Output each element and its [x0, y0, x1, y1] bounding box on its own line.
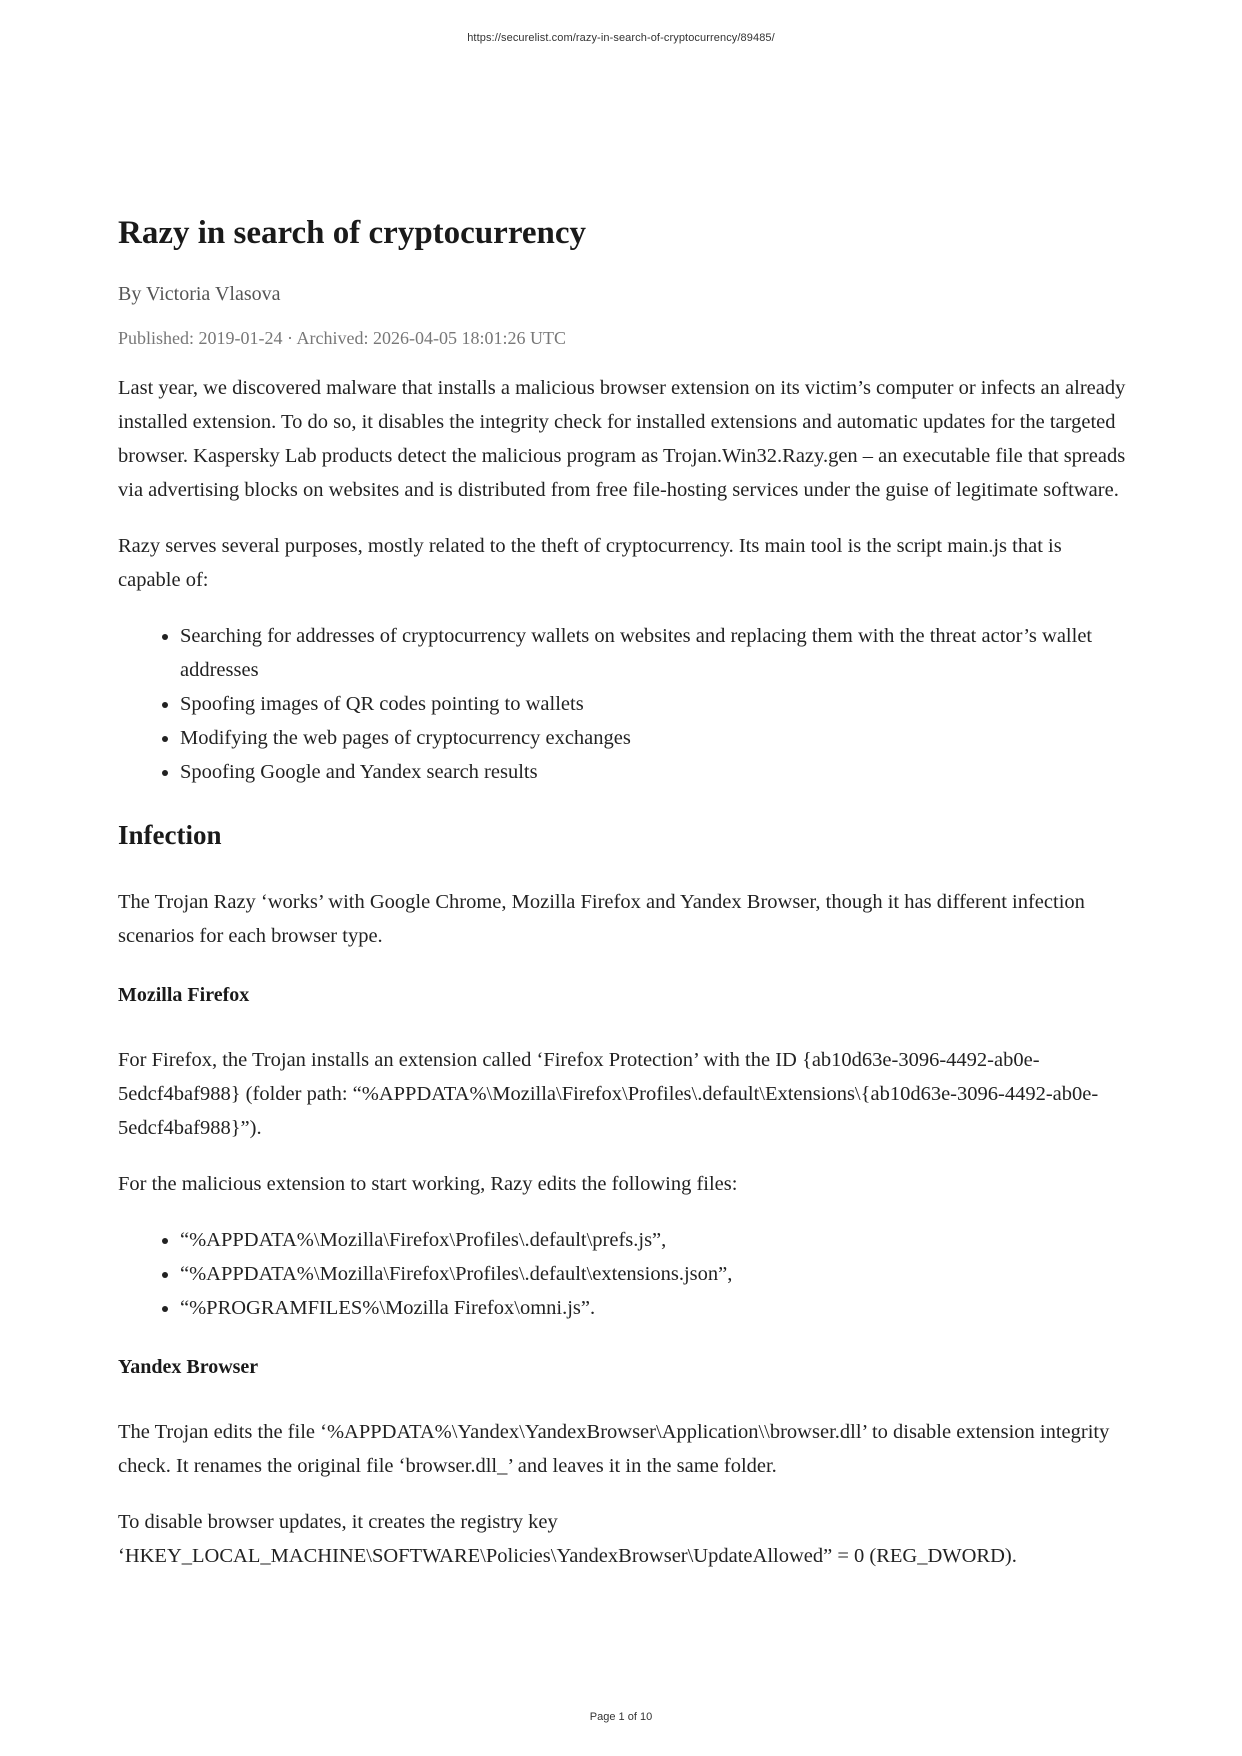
list-item: • Spoofing images of QR codes pointing to wallets	[180, 687, 1128, 721]
capabilities-list	[118, 619, 1128, 789]
yandex-paragraph: To disable browser updates, it creates the registry key ‘HKEY_LOCAL_MACHINE\SOFTWARE\Policies\YandexBrowser\UpdateAllowed” = 0 (REG_DWORD).	[118, 1511, 1017, 1568]
list-item: • “%APPDATA%\Mozilla\Firefox\Profiles\.default\prefs.js”,	[180, 1223, 1128, 1257]
firefox-paragraph: For Firefox, the Trojan installs an extension called ‘Firefox Protection’ with the ID {ab10d63e-3096-4492-ab0e-5edcf4baf988} (folder path: “%APPDATA%\Mozilla\Firefox\Profiles\.default\Extensions\{ab10d63e-3096-4492-ab0e-5edcf4baf988}”).	[118, 1049, 1099, 1140]
page-url: https://securelist.com/razy-in-search-of-cryptocurrency/89485/	[467, 32, 775, 44]
list-item: • “%PROGRAMFILES%\Mozilla Firefox\omni.js”.	[180, 1291, 1128, 1325]
list-item: • Spoofing Google and Yandex search results	[180, 755, 1128, 789]
list-item: • “%APPDATA%\Mozilla\Firefox\Profiles\.default\extensions.json”,	[180, 1257, 1128, 1291]
list-item: • Modifying the web pages of cryptocurrency exchanges	[180, 721, 1128, 755]
section-heading-infection: Infection	[118, 819, 222, 850]
article-title: Razy in search of cryptocurrency	[118, 215, 587, 251]
yandex-paragraph: The Trojan edits the file ‘%APPDATA%\Yandex\YandexBrowser\Application\\browser.dll’ to disable extension integrity check. It renames the original file ‘browser.dll_’ and leaves it in the same folder.	[118, 1421, 1110, 1478]
list-item: • Searching for addresses of cryptocurrency wallets on websites and replacing them with the threat actor’s wallet addresses	[180, 619, 1128, 687]
intro-paragraph: Last year, we discovered malware that installs a malicious browser extension on its victim’s computer or infects an already installed extension. To do so, it disables the integrity check for installed extensions and automatic updates for the targeted browser. Kaspersky Lab products detect the malicious program as Trojan.Win32.Razy.gen – an executable file that spreads via advertising blocks on websites and is distributed from free file-hosting services under the guise of legitimate software.	[118, 376, 1126, 501]
article-meta: Published: 2019-01-24 · Archived: 2026-04-05 18:01:26 UTC	[118, 327, 566, 348]
infection-paragraph: The Trojan Razy ‘works’ with Google Chrome, Mozilla Firefox and Yandex Browser, though it has different infection scenarios for each browser type.	[118, 891, 1085, 948]
firefox-files-list	[118, 1223, 1128, 1325]
subsection-heading-yandex: Yandex Browser	[118, 1356, 259, 1379]
intro-paragraph: Razy serves several purposes, mostly related to the theft of cryptocurrency. Its main tool is the script main.js that is capable of:	[118, 534, 1062, 591]
page-number: Page 1 of 10	[589, 1711, 653, 1723]
article-byline: By Victoria Vlasova	[118, 282, 281, 305]
firefox-paragraph: For the malicious extension to start working, Razy edits the following files:	[118, 1173, 738, 1196]
article	[118, 206, 1128, 1595]
subsection-heading-firefox: Mozilla Firefox	[118, 984, 250, 1007]
